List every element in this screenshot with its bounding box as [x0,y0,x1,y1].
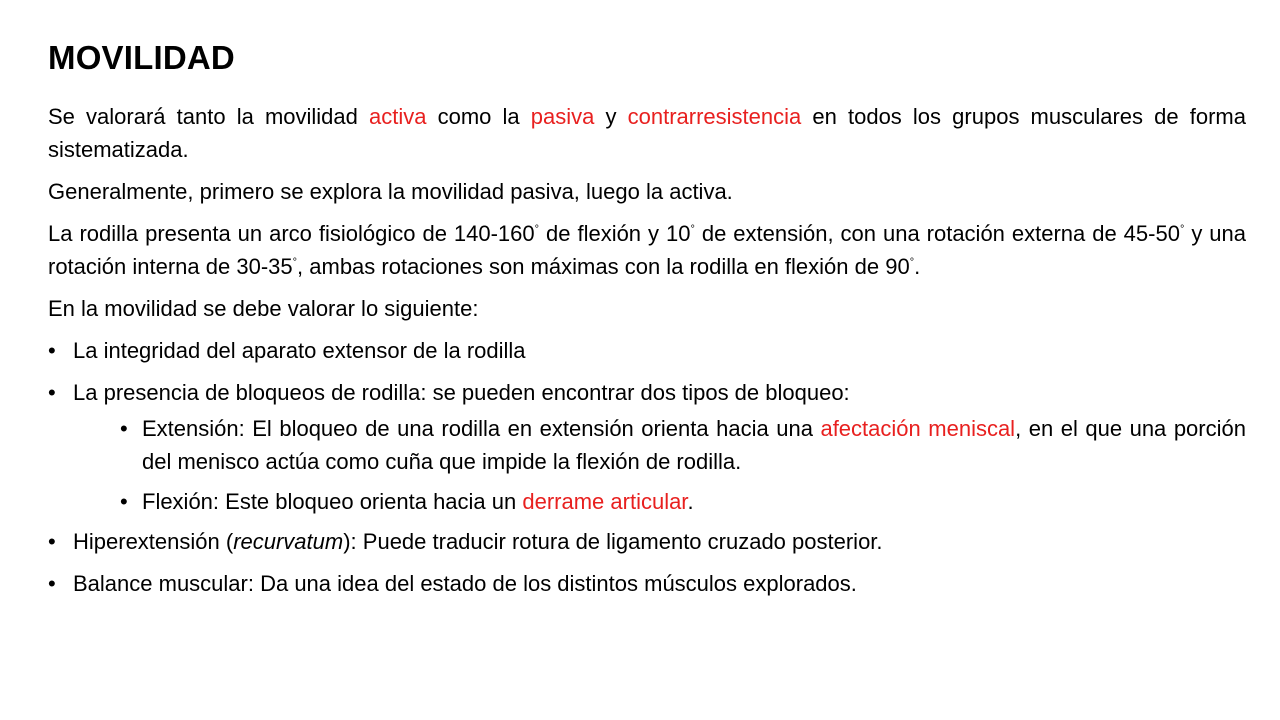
p3-text-4: y una rotación interna de 30-35 [48,221,1247,279]
bullet-hiperextension [48,525,1246,558]
bullet-text: La presencia de bloqueos de rodilla: se pueden encontrar dos tipos de bloqueo: [73,380,850,405]
p3-text-3: de extensión, con una rotación externa de 45-50 [694,221,1180,246]
italic-recurvatum: recurvatum [233,529,344,554]
p3-text-5: , ambas rotaciones son máximas con la rodilla en flexión de 90 [297,254,910,279]
degree-symbol: ° [292,256,298,269]
highlight-activa: activa [369,104,427,129]
bullet-balance-muscular [48,567,1246,600]
b3-text-1: Hiperextensión ( [73,529,234,554]
sub-bullet-extension [120,412,1246,478]
paragraph-orden-exploracion: Generalmente, primero se explora la movilidad pasiva, luego la activa. [48,179,733,204]
s2-text-2: . [687,489,694,514]
s1-text-1: Extensión: El bloqueo de una rodilla en extensión orienta hacia una [142,416,821,441]
p1-text-3: y [594,104,628,129]
sub-bullet-list [48,412,1246,518]
paragraph-arco-fisiologico [48,217,1246,283]
bullet-aparato-extensor [48,334,1246,367]
p3-text-1: La rodilla presenta un arco fisiológico de 140-160 [48,221,535,246]
p3-text-2: de flexión y 10 [539,221,691,246]
sub-bullet-flexion [120,485,1246,518]
highlight-contrarresistencia: contrarresistencia [627,104,802,129]
bullet-text: Balance muscular: Da una idea del estado de los distintos músculos explorados. [73,571,857,596]
paragraph-valorar-intro: En la movilidad se debe valorar lo siguiente: [48,296,479,321]
b3-text-2: ): Puede traducir rotura de ligamento cruzado posterior. [343,529,883,554]
degree-symbol: ° [1179,223,1185,236]
p1-text-1: Se valorará tanto la movilidad [48,104,369,129]
highlight-derrame-articular: derrame articular [522,489,688,514]
degree-symbol: ° [909,256,915,269]
s2-text-1: Flexión: Este bloqueo orienta hacia un [142,489,523,514]
degree-symbol: ° [534,223,540,236]
slide-title: MOVILIDAD [48,39,235,76]
bullet-bloqueos [48,376,1246,409]
p3-text-6: . [914,254,921,279]
p1-text-4: en todos los grupos musculares de forma sistematizada. [48,104,1246,162]
highlight-afectacion-meniscal: afectación meniscal [820,416,1016,441]
bullet-list [48,334,1246,600]
highlight-pasiva: pasiva [530,104,595,129]
s1-text-2: , en el que una porción del menisco actúa como cuña que impide la flexión de rodilla. [142,416,1246,474]
paragraph-movilidad-tipos [48,100,1246,166]
p1-text-2: como la [426,104,531,129]
bullet-text: La integridad del aparato extensor de la rodilla [73,338,526,363]
degree-symbol: ° [690,223,695,236]
sub-bullet-container [48,412,1246,518]
